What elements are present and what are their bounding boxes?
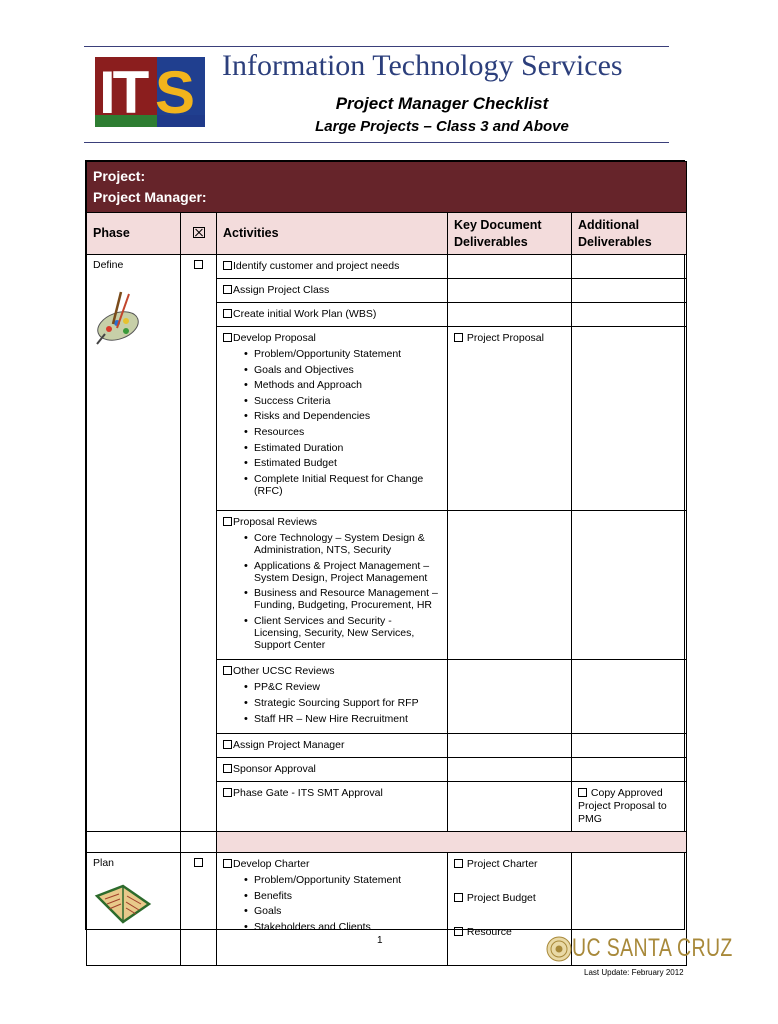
checkbox-icon[interactable] [454, 927, 463, 936]
plan-checkbox[interactable] [181, 853, 217, 966]
project-info-bar [87, 162, 687, 213]
phase-plan [87, 853, 181, 966]
activities-header: Activities [217, 213, 448, 255]
org-title: Information Technology Services [222, 49, 623, 82]
project-manager-label: Project Manager: [93, 189, 207, 205]
doc-subtitle: Large Projects – Class 3 and Above [315, 118, 569, 135]
list-item: • Complete Initial Request for Change (RFC) [223, 473, 441, 497]
checkbox-icon[interactable] [578, 788, 587, 797]
bullet-list [223, 874, 441, 933]
additional-cell [572, 303, 687, 327]
activity-label: Assign Project Class [233, 284, 330, 296]
key-doc-cell [448, 303, 572, 327]
activity-cell [217, 303, 448, 327]
checkbox-icon [194, 858, 203, 867]
checkbox-icon[interactable] [223, 333, 232, 342]
activity-cell [217, 758, 448, 782]
list-item: • Risks and Dependencies [223, 410, 441, 422]
activity-label: Identify customer and project needs [233, 260, 400, 272]
phase-separator-row [87, 832, 687, 853]
phase-label: Define [93, 259, 124, 271]
additional-cell [572, 511, 687, 660]
key-doc-label: Project Budget [466, 892, 536, 905]
separator-phase-cell [87, 832, 181, 853]
planner-book-icon [93, 882, 153, 926]
list-item: • Success Criteria [223, 395, 441, 407]
activity-cell [217, 660, 448, 734]
key-doc-cell [448, 327, 572, 511]
activity-label: Sponsor Approval [233, 763, 316, 776]
checkbox-icon[interactable] [223, 740, 232, 749]
list-item: • Client Services and Security - Licensing, Security, New Services, Support Center [223, 615, 441, 651]
additional-cell [572, 660, 687, 734]
key-doc-cell [448, 758, 572, 782]
additional-cell [572, 327, 687, 511]
checkbox-icon[interactable] [223, 517, 232, 526]
activity-cell [217, 327, 448, 511]
key-doc-cell [448, 782, 572, 832]
key-doc-cell [448, 660, 572, 734]
additional-cell [572, 255, 687, 279]
checkbox-icon[interactable] [223, 788, 232, 797]
activity-cell [217, 279, 448, 303]
checklist-table [85, 160, 685, 939]
key-doc-label: Project Charter [466, 858, 538, 871]
svg-text:S: S [155, 59, 196, 126]
list-item: • Goals and Objectives [223, 364, 441, 376]
additional-cell [572, 782, 687, 832]
last-update: Last Update: February 2012 [584, 968, 684, 977]
bullet-list [223, 532, 441, 651]
checkbox-icon[interactable] [454, 893, 463, 902]
checked-box-icon [193, 227, 205, 238]
key-doc-cell [448, 279, 572, 303]
list-item: • Stakeholders and Clients [223, 921, 441, 933]
phase-separator [217, 832, 687, 853]
activity-label: Assign Project Manager [233, 739, 345, 752]
list-item: • Core Technology – System Design & Administration, NTS, Security [223, 532, 441, 556]
activity-cell [217, 255, 448, 279]
additional-cell [572, 279, 687, 303]
page-number: 1 [377, 935, 383, 946]
checkbox-icon[interactable] [223, 764, 232, 773]
key-doc-label: Resource [466, 926, 512, 939]
list-item: • Business and Resource Management – Funding, Budgeting, Procurement, HR [223, 587, 441, 611]
phase-define [87, 255, 181, 832]
ucsc-wordmark: UC SANTA CRUZ [572, 934, 733, 962]
checkbox-icon [194, 260, 203, 269]
list-item: • Goals [223, 905, 441, 917]
list-item: • Strategic Sourcing Support for RFP [223, 697, 441, 709]
activity-label: Proposal Reviews [233, 516, 318, 528]
list-item: • Problem/Opportunity Statement [223, 874, 441, 886]
activity-cell [217, 511, 448, 660]
activity-label: Develop Charter [233, 858, 310, 871]
header-rule [84, 142, 669, 143]
ucsc-logo [546, 934, 778, 963]
activity-label: Phase Gate - ITS SMT Approval [233, 787, 383, 800]
activity-cell [217, 853, 448, 966]
top-rule [84, 46, 669, 47]
additional-cell [572, 758, 687, 782]
table-row [87, 255, 687, 279]
key-docs-header: Key Document Deliverables [448, 213, 572, 255]
activity-cell [217, 782, 448, 832]
its-logo [95, 57, 205, 127]
ucsc-seal-icon [546, 936, 572, 962]
checkbox-icon[interactable] [223, 666, 232, 675]
list-item: • Estimated Duration [223, 442, 441, 454]
doc-title: Project Manager Checklist [335, 94, 549, 113]
palette-icon [93, 288, 143, 346]
project-label: Project: [93, 168, 146, 184]
separator-check-cell [181, 832, 217, 853]
activity-label: Other UCSC Reviews [233, 665, 335, 678]
bullet-list [223, 348, 441, 497]
checkbox-icon[interactable] [223, 309, 232, 318]
activity-label: Create initial Work Plan (WBS) [233, 308, 377, 320]
additional-cell [572, 734, 687, 758]
checkbox-icon[interactable] [223, 285, 232, 294]
define-checkbox[interactable] [181, 255, 217, 832]
list-item: • Benefits [223, 890, 441, 902]
list-item: • Estimated Budget [223, 457, 441, 469]
svg-text:IT: IT [99, 59, 147, 126]
phase-header: Phase [87, 213, 181, 255]
key-doc-label: Project Proposal [466, 332, 544, 344]
checkbox-icon[interactable] [223, 261, 232, 270]
additional-header: Additional Deliverables [572, 213, 687, 255]
list-item: • Resources [223, 426, 441, 438]
checkbox-icon[interactable] [454, 859, 463, 868]
list-item: • Problem/Opportunity Statement [223, 348, 441, 360]
checkbox-icon[interactable] [454, 333, 463, 342]
bullet-list [223, 681, 441, 724]
activity-label: Develop Proposal [233, 332, 316, 344]
checkbox-icon[interactable] [223, 859, 232, 868]
key-doc-cell [448, 734, 572, 758]
phase-label: Plan [93, 857, 115, 870]
done-header [181, 213, 217, 255]
list-item: • Applications & Project Management – System Design, Project Management [223, 560, 441, 584]
list-item: • Methods and Approach [223, 379, 441, 391]
column-header-row [87, 213, 687, 255]
list-item: • PP&C Review [223, 681, 441, 693]
key-doc-cell [448, 255, 572, 279]
activity-cell [217, 734, 448, 758]
key-doc-cell [448, 511, 572, 660]
additional-label: Copy Approved Project Proposal to PMG [578, 787, 667, 826]
list-item: • Staff HR – New Hire Recruitment [223, 713, 441, 725]
